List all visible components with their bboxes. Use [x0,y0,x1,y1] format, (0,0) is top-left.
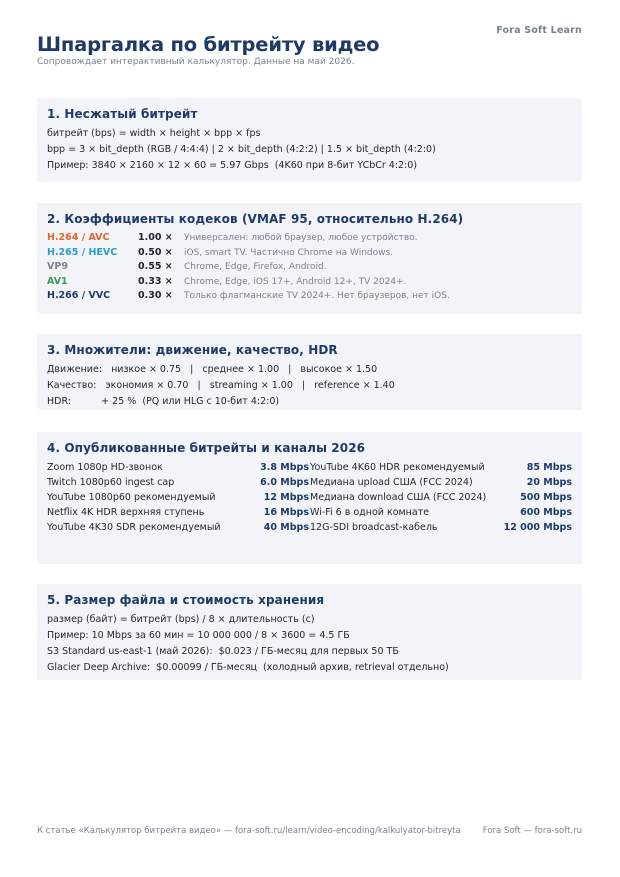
quality-multipliers: Качество: экономия × 0.70 | streaming × 1.00 | reference × 1.40 [47,380,395,391]
page-title: Шпаргалка по битрейту видео [37,33,380,56]
bitrate-value: 3.8 Mbps [260,462,309,473]
bitrate-label: Медиана download США (FCC 2024) [310,492,487,503]
bitrate-row [47,490,309,505]
section-heading: 5. Размер файла и стоимость хранения [47,593,325,607]
formula-line: битрейт (bps) = width × height × bpp × fps [47,128,261,139]
section-uncompressed-bitrate [37,98,582,182]
bitrate-row [310,475,572,490]
section-multipliers [37,334,582,410]
bitrate-row [310,505,572,520]
bitrate-label: YouTube 4K60 HDR рекомендуемый [310,462,485,473]
bitrate-value: 20 Mbps [526,477,572,488]
bitrate-label: 12G-SDI broadcast-кабель [310,522,438,533]
section-published-bitrates [37,432,582,564]
section-heading: 1. Несжатый битрейт [47,107,198,121]
bitrate-label: Twitch 1080p60 ingest cap [47,477,175,488]
codec-note: Только флагманские TV 2024+. Нет браузеров, нет iOS. [184,291,450,301]
bitrates-left-column [47,460,309,535]
bitrate-value: 16 Mbps [263,507,309,518]
codec-row [47,289,572,304]
codec-note: Chrome, Edge, iOS 17+, Android 12+, TV 2024+. [184,276,407,287]
bitrate-row [47,475,309,490]
codec-note: Chrome, Edge, Firefox, Android. [184,262,327,272]
s3-price-line: S3 Standard us-east-1 (май 2026): $0.023 / ГБ-месяц для первых 50 ТБ [47,646,399,657]
formula-line: размер (байт) = битрейт (bps) / 8 × длительность (с) [47,614,315,625]
bitrate-label: YouTube 1080p60 рекомендуемый [47,492,216,503]
section-file-size-storage [37,584,582,680]
codec-name: H.265 / HEVC [47,246,118,258]
bitrate-row [310,490,572,505]
example-line: Пример: 3840 × 2160 × 12 × 60 = 5.97 Gbps (4K60 при 8-бит YCbCr 4:2:0) [47,160,418,171]
brand-label: Fora Soft Learn [496,25,582,36]
section-heading: 3. Множители: движение, качество, HDR [47,343,338,357]
bitrate-value: 500 Mbps [520,492,572,503]
codec-name: VP9 [47,261,68,272]
bitrate-label: YouTube 4K30 SDR рекомендуемый [47,522,221,533]
bitrate-row [47,460,309,475]
bitrate-row [47,520,309,535]
bitrate-row [47,505,309,520]
codec-row [47,275,572,290]
section-codec-coefficients [37,203,582,314]
hdr-multiplier: HDR: + 25 % (PQ или HLG с 10-бит 4:2:0) [47,396,280,407]
page-subtitle: Сопровождает интерактивный калькулятор. Данные на май 2026. [37,57,355,67]
codec-coefficient: 1.00 × [138,232,173,243]
motion-multipliers: Движение: низкое × 0.75 | среднее × 1.00 | высокое × 1.50 [47,364,378,375]
section-heading: 2. Коэффициенты кодеков (VMAF 95, относительно H.264) [47,212,464,226]
codec-name: H.264 / AVC [47,232,110,243]
codec-coefficient: 0.50 × [138,246,173,258]
bitrate-label: Netflix 4K HDR верхняя ступень [47,507,205,518]
bitrate-value: 85 Mbps [526,462,572,473]
bitrates-right-column [310,460,572,535]
section-heading: 4. Опубликованные битрейты и каналы 2026 [47,441,366,455]
example-line: Пример: 10 Mbps за 60 мин = 10 000 000 / 8 × 3600 = 4.5 ГБ [47,630,350,641]
bitrate-value: 600 Mbps [520,507,572,518]
footer-article-link[interactable]: К статье «Калькулятор битрейта видео» — fora-soft.ru/learn/video-encoding/kalkulyator-bitreyta [37,826,461,836]
codec-coefficient: 0.30 × [138,290,173,301]
codec-coefficient: 0.55 × [138,261,173,272]
bitrate-value: 12 Mbps [263,492,309,503]
codec-row [47,231,572,246]
footer-site-link[interactable]: Fora Soft — fora-soft.ru [482,826,582,836]
glacier-price-line: Glacier Deep Archive: $0.00099 / ГБ-месяц (холодный архив, retrieval отдельно) [47,662,449,673]
bitrate-label: Медиана upload США (FCC 2024) [310,477,473,488]
bitrate-value: 40 Mbps [263,522,309,533]
codec-name: H.266 / VVC [47,290,111,301]
bitrate-label: Zoom 1080p HD-звонок [47,462,163,473]
bitrate-value: 6.0 Mbps [260,477,309,488]
codec-note: Универсален: любой браузер, любое устройство. [184,233,418,243]
codec-coefficient: 0.33 × [138,275,173,287]
bitrate-row [310,460,572,475]
codec-note: iOS, smart TV. Частично Chrome на Windows. [184,247,394,258]
codec-row [47,260,572,275]
bitrate-label: Wi-Fi 6 в одной комнате [310,507,430,518]
formula-line: bpp = 3 × bit_depth (RGB / 4:4:4) | 2 × bit_depth (4:2:2) | 1.5 × bit_depth (4:2:0) [47,144,436,155]
bitrate-row [310,520,572,535]
bitrate-value: 12 000 Mbps [503,522,572,533]
codec-name: AV1 [47,275,68,287]
codec-list [47,231,572,304]
codec-row [47,246,572,261]
